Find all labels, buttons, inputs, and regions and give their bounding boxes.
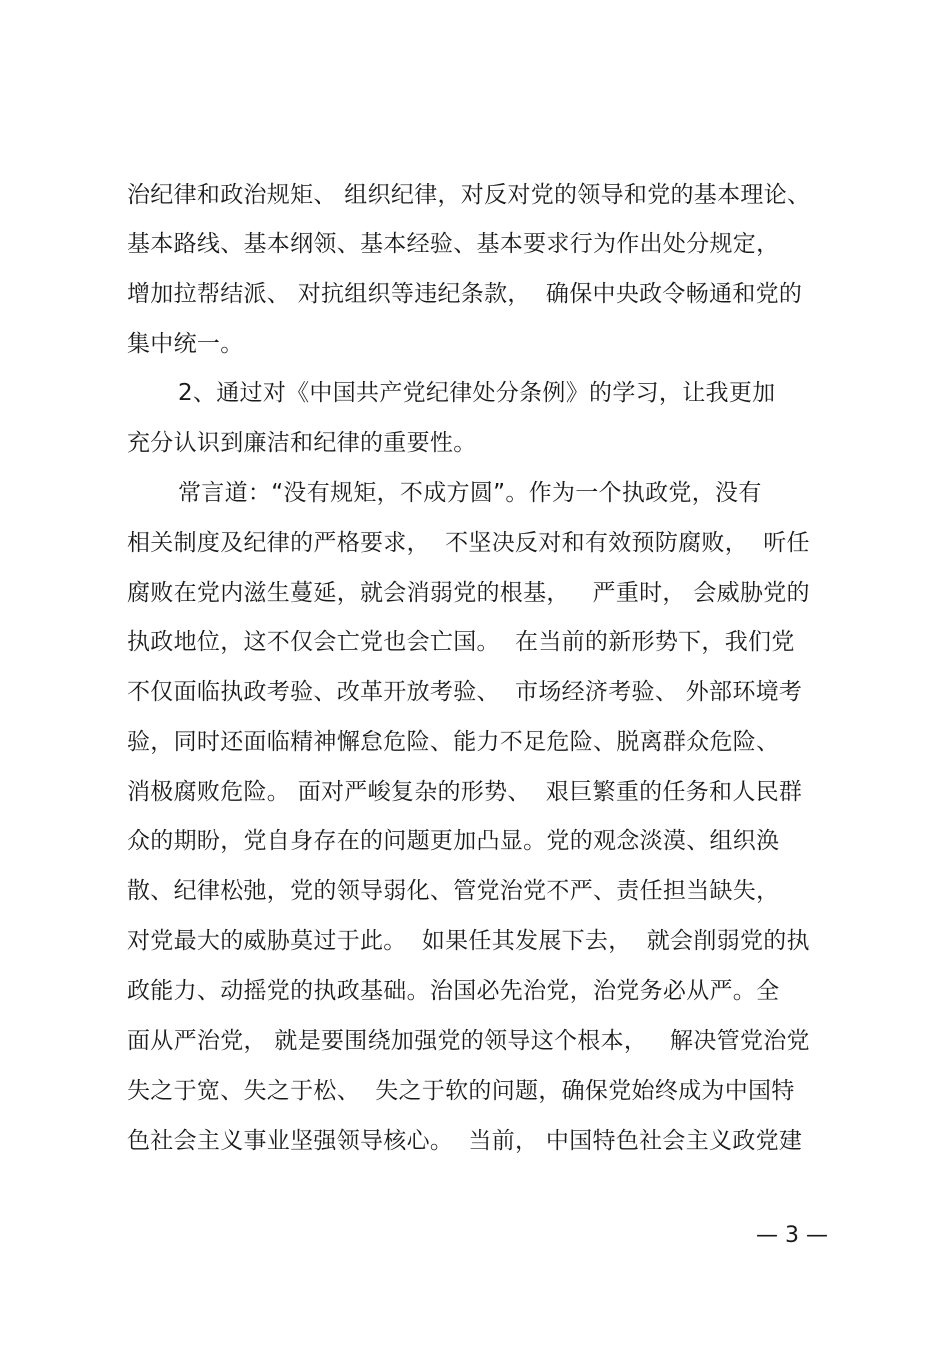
- text-line: 验，同时还面临精神懈怠危险、能力不足危险、脱离群众危险、: [127, 729, 780, 755]
- text-line: 治纪律和政治规矩、 组织纪律，对反对党的领导和党的基本理论、: [127, 182, 811, 208]
- paragraph-start-line: 2、通过对《中国共产党纪律处分条例》的学习，让我更加: [178, 380, 776, 406]
- text-line: 色社会主义事业坚强领导核心。 当前， 中国特色社会主义政党建: [127, 1128, 803, 1154]
- text-line: 面从严治党， 就是要围绕加强党的领导这个根本， 解决管党治党: [127, 1028, 810, 1054]
- text-line: 对党最大的威胁莫过于此。 如果任其发展下去， 就会削弱党的执: [127, 928, 810, 954]
- text-line: 执政地位，这不仅会亡党也会亡国。 在当前的新形势下，我们党: [127, 629, 795, 655]
- paragraph-start-line: 常言道：“没有规矩，不成方圆”。作为一个执政党，没有: [178, 480, 762, 506]
- text-line: 失之于宽、失之于松、 失之于软的问题，确保党始终成为中国特: [127, 1078, 795, 1104]
- text-line: 基本路线、基本纲领、基本经验、基本要求行为作出处分规定，: [127, 231, 780, 257]
- page-number: — 3 —: [756, 1223, 828, 1248]
- text-line: 散、纪律松弛，党的领导弱化、管党治党不严、责任担当缺失，: [127, 878, 780, 904]
- text-line: 众的期盼，党自身存在的问题更加凸显。党的观念淡漠、组织涣: [127, 828, 780, 854]
- text-line: 不仅面临执政考验、改革开放考验、 市场经济考验、 外部环境考: [127, 679, 803, 705]
- text-line: 腐败在党内滋生蔓延，就会消弱党的根基， 严重时， 会威胁党的: [127, 580, 810, 606]
- text-line: 消极腐败危险。 面对严峻复杂的形势、 艰巨繁重的任务和人民群: [127, 779, 803, 805]
- text-line: 政能力、动摇党的执政基础。治国必先治党，治党务必从严。全: [127, 978, 780, 1004]
- text-line: 充分认识到廉洁和纪律的重要性。: [127, 430, 477, 456]
- text-line: 相关制度及纪律的严格要求， 不坚决反对和有效预防腐败， 听任: [127, 530, 810, 556]
- text-line: 集中统一。: [127, 331, 244, 357]
- text-line: 增加拉帮结派、 对抗组织等违纪条款， 确保中央政令畅通和党的: [127, 281, 803, 307]
